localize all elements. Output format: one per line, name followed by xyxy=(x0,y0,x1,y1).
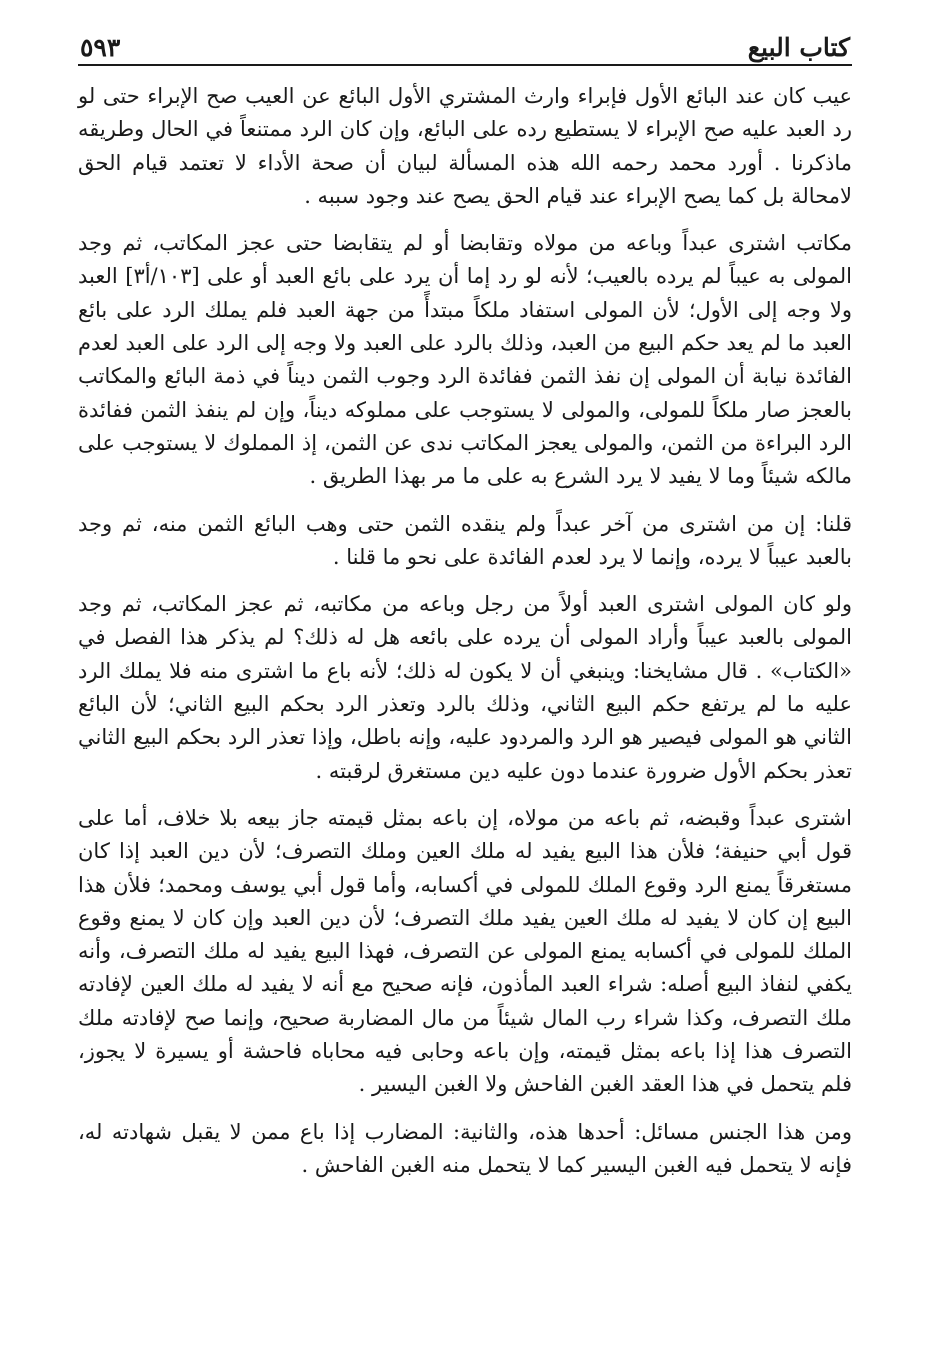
page-number: ٥٩٣ xyxy=(80,33,121,62)
paragraph: ولو كان المولى اشترى العبد أولاً من رجل وباعه من مكاتبه، ثم عجز المكاتب، ثم وجد المولى بالعبد عيباً وأراد المولى أن يرده على بائعه هل له ذلك؟ لم يذكر هذا الفصل في «الكتاب» . قال مشايخنا: وينبغي أن لا يكون له ذلك؛ لأنه باع ما اشترى منه فلا يملك الرد عليه ما لم يرتفع حكم البيع الثاني، وذلك بالرد وتعذر الرد بحكم البيع الثاني؛ لأن البائع الثاني هو المولى فيصير هو الرد والمردود عليه، وإنه باطل، وإذا تعذر الرد بحكم البيع الثاني تعذر بحكم الأول ضرورة عندما دون عليه دين مستغرق لرقبته . xyxy=(78,592,852,783)
running-title: كتاب البيع xyxy=(747,33,850,62)
paragraph: عيب كان عند البائع الأول فإبراء وارث المشتري الأول البائع عن العيب صح الإبراء حتى لو رد العبد عليه صح الإبراء لا يستطيع رده على البائع، وإن كان الرد ممتنعاً في الحال وطريقه ماذكرنا . أورد محمد رحمه الله هذه المسألة لبيان أن صحة الأداء لا تعتمد قيام الحق لامحالة بل كما يصح الإبراء عند قيام الحق يصح عند وجود سببه . xyxy=(78,84,852,208)
paragraph: مكاتب اشترى عبداً وباعه من مولاه وتقابضا أو لم يتقابضا حتى عجز المكاتب، ثم وجد المولى به عيباً لم يرده بالعيب؛ لأنه لو رد إما أن يرد على بائع العبد أو على [١٠٣/أ٣] العبد ولا وجه إلى الأول؛ لأن المولى استفاد ملكاً مبتدأً من جهة العبد فلم يملك الرد على بائع العبد ما لم يعد حكم البيع من العبد، وذلك بالرد على العبد ولا وجه إلى الرد على العبد لعدم الفائدة نيابة أن المولى إن نفذ الثمن ففائدة الرد وجوب الثمن ديناً في ذمة البائع والمكاتب بالعجز صار ملكاً للمولى، والمولى لا يستوجب على مملوكه ديناً، وإن لم ينفذ الثمن ففائدة الرد البراءة من الثمن، والمولى يعجز المكاتب ندى عن الثمن، إذ المملوك لا يستوجب على مالكه شيئاً وما لا يفيد لا يرد الشرع به على ما مر بهذا الطريق . xyxy=(78,231,852,489)
paragraph: ومن هذا الجنس مسائل: أحدها هذه، والثانية: المضارب إذا باع ممن لا يقبل شهادته له، فإنه لا يتحمل فيه الغبن اليسير كما لا يتحمل منه الغبن الفاحش . xyxy=(78,1119,852,1177)
paragraph: قلنا: إن من اشترى من آخر عبداً ولم ينقده الثمن حتى وهب البائع الثمن منه، ثم وجد بالعبد عيباً لا يرده، وإنما لا يرد لعدم الفائدة على نحو ما قلنا . xyxy=(78,511,852,569)
paragraph: اشترى عبداً وقبضه، ثم باعه من مولاه، إن باعه بمثل قيمته جاز بيعه بلا خلاف، أما على قول أبي حنيفة؛ فلأن هذا البيع يفيد له ملك العين وملك التصرف؛ لأن دين العبد إذا كان مستغرقاً يمنع الرد وقوع الملك للمولى في أكسابه، وأما قول أبي يوسف ومحمد؛ فلأن هذا البيع إن كان لا يفيد له ملك العين يفيد ملك التصرف؛ لأن دين العبد وإن كان لا يمنع وقوع الملك للمولى في أكسابه يمنع المولى عن التصرف، فهذا البيع يفيد له ملك التصرف، وأنه يكفي لنفاذ البيع أصله: شراء العبد المأذون، فإنه صحيح مع أنه لا يفيد له ملك العين لإفادته ملك التصرف، وكذا شراء رب المال شيئاً من مال المضاربة صحيح، وإنما صح لإفادته ملك التصرف هذا إذا باعه بمثل قيمته، وإن باعه وحابى فيه محاباه فاحشة أو يسيرة لا يجوز، فلم يتحمل في هذا العقد الغبن الفاحش ولا الغبن اليسير . xyxy=(78,805,852,1097)
page-header xyxy=(78,22,852,66)
body-text xyxy=(78,80,852,1182)
book-page xyxy=(78,22,852,1196)
